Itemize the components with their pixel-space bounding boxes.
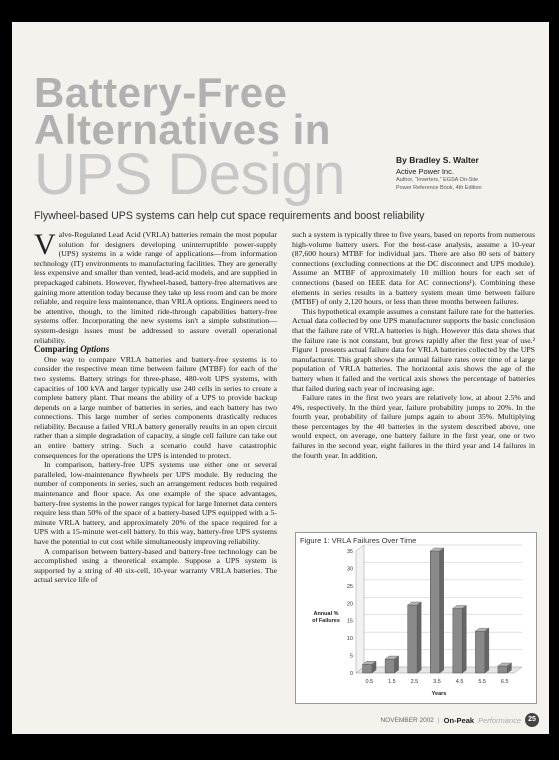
issue-date: NOVEMBER 2002: [380, 716, 434, 724]
y-tick-label: 10: [346, 636, 353, 643]
y-tick-label: 25: [346, 583, 353, 590]
y-axis-label: Annual %: [313, 611, 339, 617]
y-tick-label: 35: [346, 549, 353, 555]
brand-name: On-Peak: [443, 715, 475, 725]
y-axis-label: of Failures: [312, 618, 340, 624]
chart-bar: [385, 659, 394, 673]
intro-text: alve-Regulated Lead Acid (VRLA) batteries remain the most popular solution for designers developing uninterruptible power-supply (UPS) systems in a wide range of applications—from information technology (IT) environments to manufacturing facilities. They are generally less expensive and smaller than vented, lead-acid models, and are supplied in prepackaged cabinets. However, flywheel-based, battery-free alternatives are gaining more attention today because they take up less room and can be more reliable, and require less maintenance, than VRLA options. Engineers need to be attentive, though, to the limited ride-through capabilities battery-free systems offer. Incorporating the new systems isn't a simple substitution—system-design issues must be addressed to assure overall operational reliability.: [34, 230, 277, 345]
heading-part-a: Comparing: [34, 344, 81, 355]
column-left: [34, 230, 277, 585]
title-line-2: Alternatives in: [34, 106, 331, 153]
y-tick-label: 0: [349, 671, 353, 677]
chart-bar: [453, 609, 462, 673]
y-tick-label: 15: [346, 618, 353, 625]
paragraph: A comparison between battery-based and battery-free technology can be accomplished using a theoretical example. Suppose a UPS system is supported by a string of 40 six-cell, 10-year warranty VRLA batteries. The actual service life of: [34, 546, 277, 585]
chart-bar: [363, 664, 372, 673]
paragraph: In comparison, battery-free UPS systems use either one or several paralleled, low-maintenance flywheels per UPS module. By reducing the number of components in series, such an arrangement reduces both required maintenance and floor space. As one example of the space advantages, battery-free systems in the power ranges typical for large Internet data centers require less than 50% of the space of a battery-based UPS equipped with a 5-minute VRLA battery, and approximately 20% of the space required for a UPS with a 15-minute wet-cell battery. In this way, battery-free UPS systems have the potential to cut cost while simultaneously improving reliability.: [34, 460, 277, 546]
chart-bar-side: [485, 628, 489, 673]
x-tick-label: 5.5: [478, 679, 486, 685]
chart-bar-side: [440, 548, 444, 673]
paragraph: One way to compare VRLA batteries and battery-free systems is to consider the respective mean time between failure (MTBF) for each of the two systems. Battery strings for three-phase, 480-volt UPS systems, with capacities of 100 kVA and larger typically use 240 cells in series to create a complete battery plant. That means the ability of a UPS to provide backup depends on a large number of batteries in series, and each battery has two connections. This large number of series components drastically reduces reliability. Because a failed VRLA battery generally results in an open circuit rather than a simple degradation of capacity, a single cell failure can take out an entire battery string. Such a scenario could have catastrophic consequences for the operations the UPS is intended to protect.: [34, 354, 277, 460]
author-note-1: Author, “Inverters,” EGSA On-Site: [396, 177, 479, 183]
figure-1-chart: [295, 532, 537, 704]
magazine-page: [12, 22, 549, 734]
page-number: 25: [525, 713, 539, 727]
x-tick-label: 2.5: [410, 679, 419, 685]
heading-part-b: Options: [80, 344, 110, 355]
chart-bar: [498, 666, 507, 673]
x-tick-label: 0.5: [365, 679, 374, 685]
chart-bar: [475, 631, 484, 673]
title-line-1: Battery-Free: [34, 69, 288, 116]
x-tick-label: 3.5: [433, 679, 441, 685]
chart-bar: [408, 605, 417, 673]
chart-title: Figure 1: VRLA Failures Over Time: [300, 536, 417, 545]
author-org: Active Power Inc.: [396, 167, 454, 176]
chart-bar-side: [395, 656, 399, 673]
intro-paragraph: [34, 230, 277, 345]
paragraph: Failure rates in the first two years are relatively low, at about 2.5% and 4%, respectively. In the third year, failure probability jumps to 20%. In the fourth year, probability of failure jumps again to about 35%. Multiplying these percentages by the 40 batteries in the system described above, one would expect, on average, one battery failure in the first year, one or two failures in the second year, eight failures in the third year and 14 failures in the fourth year. In addition,: [292, 393, 535, 460]
article-subtitle: Flywheel-based UPS systems can help cut space requirements and boost reliability: [34, 210, 425, 222]
chart-bar: [430, 551, 439, 673]
paragraph: such a system is typically three to five years, based on reports from numerous high-volume battery users. For the best-case analysis, assume a 10-year (87,600 hours) MTBF for individual jars. There are also 80 sets of battery connections (excluding connections at the DC disconnect and UPS module). Assume an MTBF of approximately 10 million hours for each set of connections (based on IEEE data for AC connections¹). Combining these elements in series results in a battery system mean time between failure (MTBF) of only 2,120 hours, or less than three months between failures.: [292, 230, 535, 307]
chart-bar-side: [462, 606, 466, 673]
x-axis-label: Years: [431, 691, 447, 697]
brand-tagline: Performance: [478, 715, 521, 725]
page-footer: [380, 713, 539, 727]
title-line-3: UPS Design: [34, 142, 345, 207]
section-heading: [34, 345, 277, 355]
author-name: By Bradley S. Walter: [396, 155, 479, 165]
paragraph: This hypothetical example assumes a constant failure rate for the batteries. Actual data collected by one UPS manufacturer supports the basic conclusion that the failure rate of VRLA batteries is high. However this data shows that the failure rate is not constant, but grows rapidly after the first year of use.² Figure 1 presents actual failure data for VRLA batteries collected by the UPS manufacturer. This graph shows the annual failure rates over time of a large population of VRLA batteries. The horizontal axis shows the age of the battery when it failed and the vertical axis shows the percentage of batteries that failed during each year of increasing age.: [292, 306, 535, 393]
drop-cap: V: [34, 228, 56, 261]
x-tick-label: 1.5: [388, 679, 396, 685]
y-tick-label: 30: [346, 566, 353, 573]
byline: [396, 155, 546, 192]
column-right: [292, 230, 535, 460]
x-tick-label: 6.5: [500, 679, 509, 685]
y-tick-label: 20: [346, 601, 353, 608]
footer-separator: |: [437, 716, 440, 724]
y-tick-label: 5: [349, 653, 353, 660]
x-tick-label: 4.5: [455, 679, 464, 685]
author-note-2: Power Reference Book, 4th Edition: [396, 185, 482, 191]
chart-side-wall: [356, 545, 364, 673]
chart-svg: [296, 533, 536, 703]
chart-bar-side: [417, 602, 421, 673]
